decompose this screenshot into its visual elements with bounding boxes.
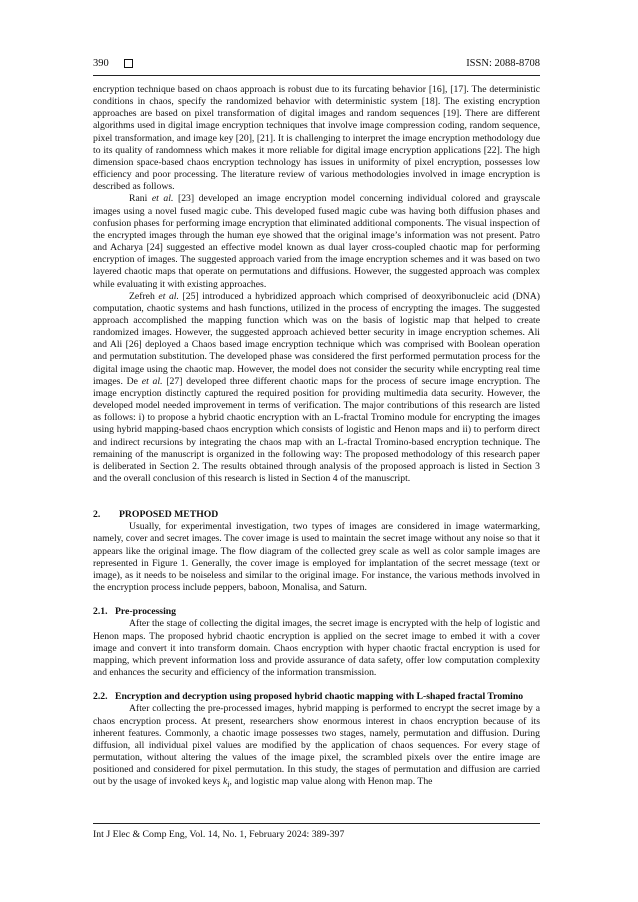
subsection-heading-preprocessing: 2.1. Pre-processing: [93, 606, 176, 618]
page-header: [93, 58, 540, 72]
paragraph-encryption: After collecting the pre-processed images, hybrid mapping is performed to encrypt the secret image by a chaos encryption process. At present, researchers show enormous interest in chaos encryption because of its inherent features. Commonly, a chaotic image possesses two stages, namely, permutation and diffusion. During diffusion, all individual pixel values are modified by the application of chaos sequences. For every stage of permutation, without altering the values of the image pixel, the scrambled pixels over the entire image are positioned and considered for pixel permutation. In this study, the stages of permutation and diffusion are carried out by the usage of invoked keys $k_i$, and logistic map value along with Henon map. The: [93, 703, 540, 790]
page-number: 390: [93, 58, 109, 69]
paragraph-preprocessing: After the stage of collecting the digital images, the secret image is encrypted with the help of logistic and Henon maps. The proposed hybrid chaotic encryption is applied on the secret image to embed it with a cover image and convert it into transform domain. Chaos encryption with hyper chaotic fractal encryption is used for mapping, which prevent information loss and provide assurance of data safety, offer low computation complexity and enhances the security and efficiency of the information transmission.: [93, 618, 540, 679]
paragraph-intro: encryption technique based on chaos approach is robust due to its furcating behavior [16], [17]. The deterministic conditions in chaos, specify the randomized behavior with deterministic system [18]. The existing encryption approaches are based on pixel transformation of digital images and random sequences [19]. There are different algorithms used in digital image encryption techniques that involve image compression coding, random sequence, pixel transformation, and image key [20], [21]. It is challenging to interpret the image encryption methodology due to its quality of randomness which makes it more reliable for digital image encryption applications [22]. The high dimension space-based chaos encryption technology has issues in uniformity of pixel encryption, possesses low efficiency and poor processing. The literature review of various methodologies involved in image encryption is described as follows.: [93, 84, 540, 193]
paragraph-zefreh: Zefreh et al. [25] introduced a hybridized approach which comprised of deoxyribonucleic acid (DNA) computation, chaotic systems and hash functions, utilized in the process of encrypting the images. The suggested approach accomplished the mapping function which was on the basis of logistic map that helped to create randomized images. However, the suggested approach achieved better security in image encryption schemes. Ali and Ali [26] deployed a Chaos based image encryption technique which was comprised with Boolean operation and permutation substitution. The developed phase was considered the first performed permutation process for the digital image using the chaotic map. However, the model does not consider the security while encrypting real time images. De et al. [27] developed three different chaotic maps for the process of secure image encryption. The image encryption distinctly captured the required position for providing multimedia data security. However, the developed model needed improvement in terms of verification. The major contributions of this research are listed as follows: i) to propose a hybrid chaotic encryption with an L-fractal Tromino module for encrypting the images using hybrid mapping-based chaos encryption which consists of logistic and Henon maps and ii) to perform direct and indirect recursions by integrating the chaos map with an L-fractal Tromino-based encryption technique. The remaining of the manuscript is organized in the following way: The proposed methodology of this research paper is deliberated in Section 2. The results obtained through analysis of the proposed approach is listed in Section 3 and the overall conclusion of this research is listed in Section 4 of the manuscript.: [93, 290, 540, 484]
section-heading-proposed-method: 2. PROPOSED METHOD: [93, 509, 219, 521]
square-bullet-icon: [124, 59, 133, 68]
paragraph-rani: Rani et al. [23] developed an image encryption model concerning individual colored and grayscale images using a novel fused magic cube. This developed fused magic cube was having both diffusion phases and confusion phases for performing image encryption that eliminated additional components. The visual inspection of the encrypted images through the human eye showed that the original image’s information was not present. Patro and Acharya [24] suggested an effective model known as dual layer cross-coupled chaotic map for performing encryption of images. The suggested approach varied from the image encryption schemes and it was based on two layered chaotic maps that operate on permutations and diffusions. However, the suggested approach was complex while evaluating it with existing approaches.: [93, 193, 541, 290]
journal-citation: Int J Elec & Comp Eng, Vol. 14, No. 1, February 2024: 389-397: [93, 829, 345, 840]
article-body: [93, 84, 540, 791]
subsection-heading-encryption: 2.2. Encryption and decryption using proposed hybrid chaotic mapping with L-shaped fractal Tromino: [93, 691, 524, 703]
paragraph-proposed-method: Usually, for experimental investigation, two types of images are considered in image watermarking, namely, cover and secret images. The cover image is used to maintain the secret image without any noise so that it appears like the original image. The flow diagram of the collected grey scale as well as color sample images are represented in Figure 1. Generally, the cover image is employed for implantation of the secret message (text or image), as it needs to be noiseless and similar to the original image. For instance, the various methods involved in the encryption process include peppers, baboon, Monalisa, and Saturn.: [93, 521, 540, 594]
key-variable: k: [222, 776, 228, 788]
header-rule: [93, 75, 540, 76]
issn-label: ISSN: 2088-8708: [466, 58, 540, 69]
footer-rule: [93, 823, 540, 824]
